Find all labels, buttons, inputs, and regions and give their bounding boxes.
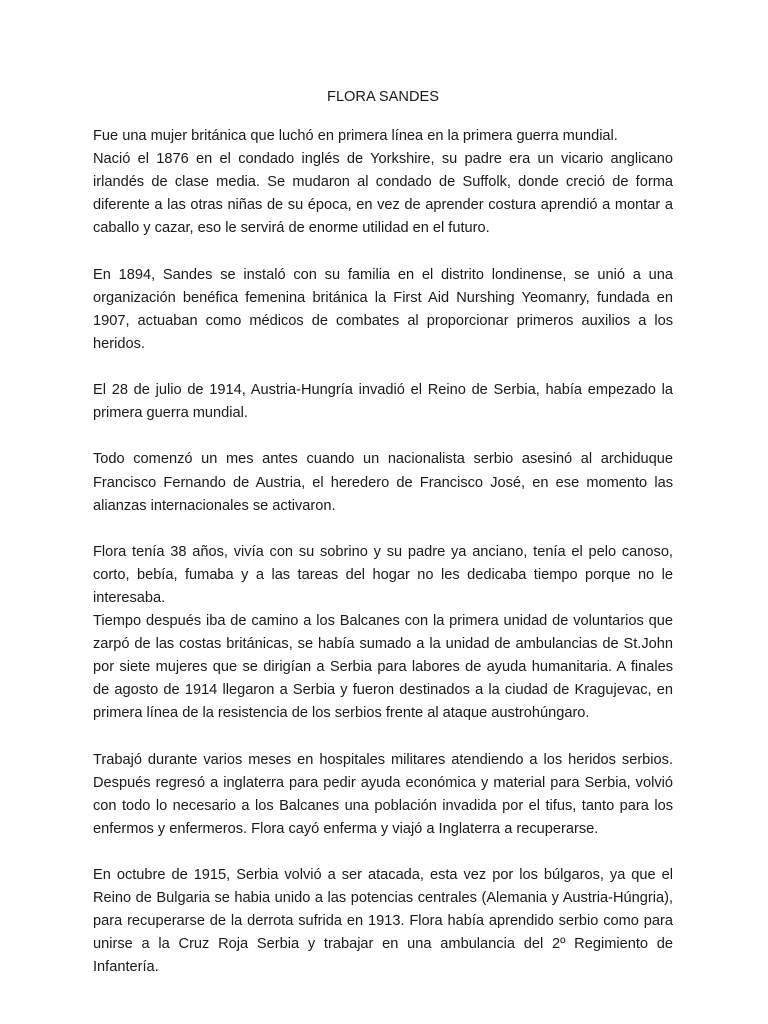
paragraph-line: El 28 de julio de 1914, Austria-Hungría invadió el Reino de Serbia, había empezado la primera guerra mundial. [93,382,673,422]
paragraph-intro [93,125,673,240]
paragraph-line: Flora tenía 38 años, vivía con su sobrino y su padre ya anciano, tenía el pelo canoso, corto, bebía, fumaba y a las tareas del hogar no les dedicaba tiempo porque no le interesaba. [93,543,673,606]
paragraph-hospitals [93,749,673,841]
paragraph-1915 [93,864,673,979]
document-body [93,86,673,1003]
paragraph-line: Trabajó durante varios meses en hospitales militares atendiendo a los heridos serbios. Después regresó a inglaterra para pedir ayuda económica y material para Serbia, volvió con todo lo necesario a los Balcanes una población invadida por el tifus, tanto para los enfermos y enfermeros. Flora cayó enferma y viajó a Inglaterra a recuperarse. [93,751,673,837]
document-title: FLORA SANDES [327,89,439,105]
paragraph-line: Fue una mujer británica que luchó en primera línea en la primera guerra mundial. [93,128,618,145]
paragraph-balkans [93,541,673,726]
paragraph-1894 [93,264,673,356]
paragraph-line: Nació el 1876 en el condado inglés de Yorkshire, su padre era un vicario anglicano irlandés de clase media. Se mudaron al condado de Suffolk, donde creció de forma diferente a las otras niñas de su época, en vez de aprender costura aprendió a montar a caballo y cazar, eso le servirá de enorme utilidad en el futuro. [93,151,673,237]
paragraph-line: Tiempo después iba de camino a los Balcanes con la primera unidad de voluntarios que zarpó de las costas británicas, se había sumado a la unidad de ambulancias de St.John por siete mujeres que se dirigían a Serbia para labores de ayuda humanitaria. A finales de agosto de 1914 llegaron a Serbia y fueron destinados a la ciudad de Kragujevac, en primera línea de la resistencia de los serbios frente al ataque austrohúngaro. [93,613,673,722]
paragraph-1914-invasion [93,379,673,425]
paragraph-assassination [93,448,673,517]
paragraph-line: Todo comenzó un mes antes cuando un nacionalista serbio asesinó al archiduque Francisco Fernando de Austria, el heredero de Francisco José, en ese momento las alianzas internacionales se activaron. [93,451,673,514]
paragraph-line: En 1894, Sandes se instaló con su familia en el distrito londinense, se unió a una organización benéfica femenina británica la First Aid Nurshing Yeomanry, fundada en 1907, actuaban como médicos de combates al proporcionar primeros auxilios a los heridos. [93,266,673,352]
paragraph-line: En octubre de 1915, Serbia volvió a ser atacada, esta vez por los búlgaros, ya que el Reino de Bulgaria se habia unido a las potencias centrales (Alemania y Austria-Húngria), para recuperarse de la derrota sufrida en 1913. Flora había aprendido serbio como para unirse a la Cruz Roja Serbia y trabajar en una ambulancia del 2º Regimiento de Infantería. [93,867,673,976]
